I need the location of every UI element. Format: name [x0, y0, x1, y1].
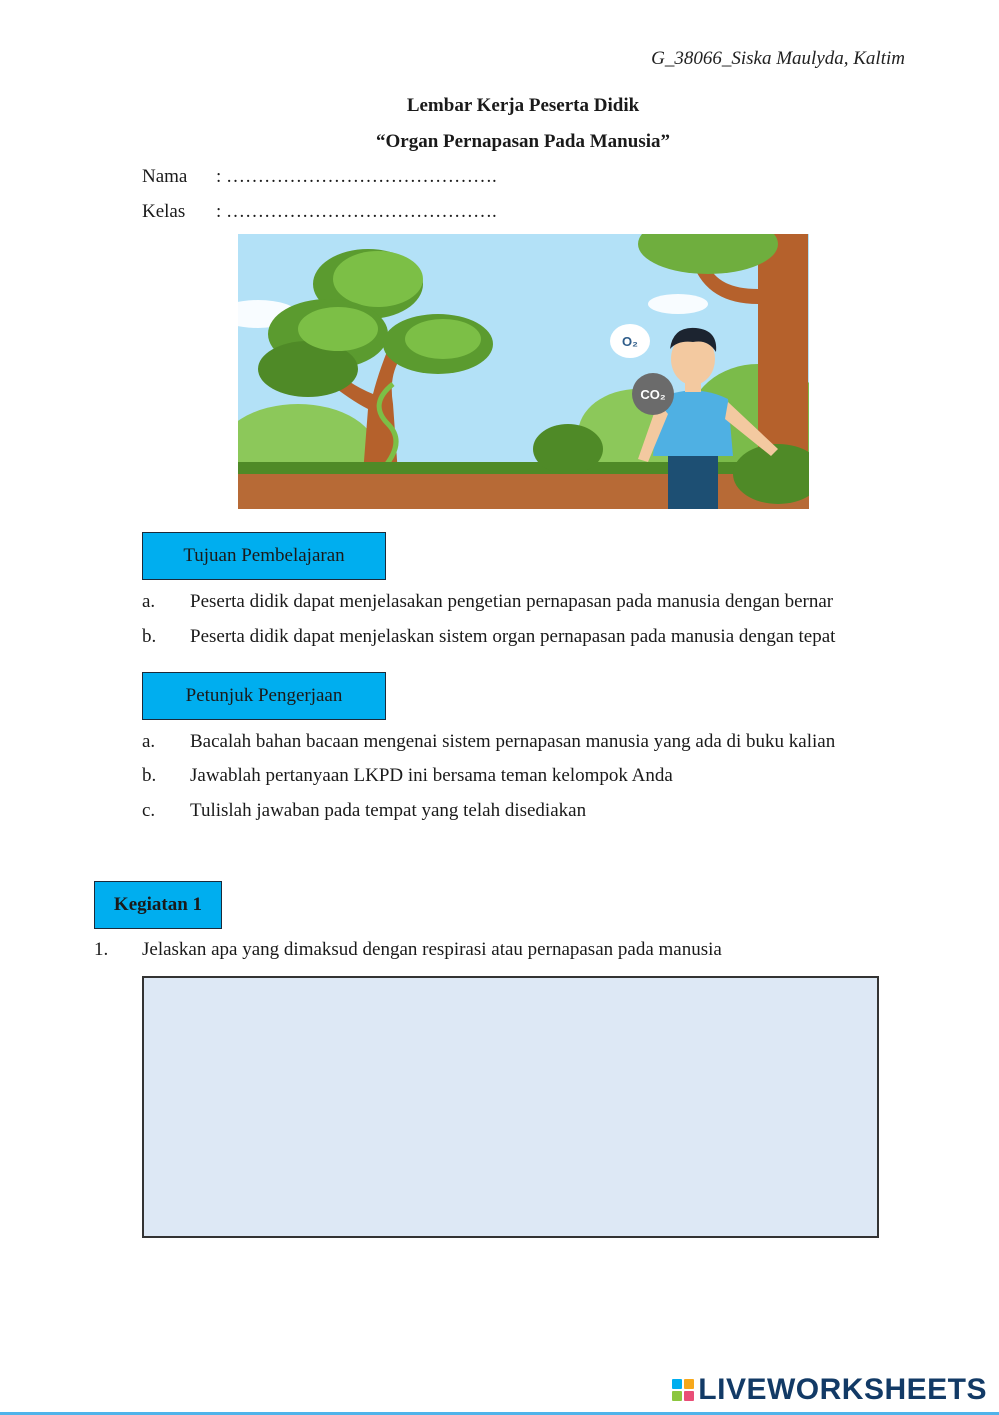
- tujuan-item-marker: a.: [142, 591, 156, 612]
- class-field: [142, 201, 497, 223]
- petunjuk-item-text: Bacalah bahan bacaan mengenai sistem pernapasan manusia yang ada di buku kalian: [190, 731, 836, 752]
- logo-grid-icon: [672, 1379, 694, 1401]
- breathing-illustration: [238, 234, 809, 509]
- brand-text: LIVEWORKSHEETS: [698, 1373, 987, 1406]
- liveworksheets-logo: [672, 1373, 987, 1407]
- tujuan-item-text: Peserta didik dapat menjelaskan sistem organ pernapasan pada manusia dengan tepat: [190, 626, 836, 647]
- co2-label: CO₂: [640, 387, 666, 402]
- name-field: [142, 166, 497, 188]
- petunjuk-item: [142, 765, 882, 789]
- o2-label: O₂: [622, 334, 638, 349]
- petunjuk-item-text: Tulislah jawaban pada tempat yang telah disediakan: [190, 800, 587, 821]
- page-title: Lembar Kerja Peserta Didik: [406, 95, 640, 116]
- petunjuk-item-marker: c.: [142, 800, 156, 821]
- tujuan-item-text: Peserta didik dapat menjelasakan pengetian pernapasan pada manusia dengan bernar: [190, 591, 834, 612]
- question-1: [94, 939, 874, 963]
- class-label: Kelas: [142, 201, 186, 222]
- question-text: Jelaskan apa yang dimaksud dengan respirasi atau pernapasan pada manusia: [142, 939, 722, 960]
- kegiatan-heading: Kegiatan 1: [94, 881, 222, 929]
- petunjuk-item: [142, 800, 882, 824]
- question-number: 1.: [94, 939, 109, 960]
- petunjuk-item-text: Jawablah pertanyaan LKPD ini bersama teman kelompok Anda: [190, 765, 673, 786]
- petunjuk-item: [142, 731, 882, 755]
- tujuan-heading: Tujuan Pembelajaran: [142, 532, 386, 580]
- answer-box[interactable]: [142, 976, 879, 1238]
- tujuan-item: [142, 626, 882, 650]
- petunjuk-item-marker: b.: [142, 765, 157, 786]
- petunjuk-heading: Petunjuk Pengerjaan: [142, 672, 386, 720]
- name-label: Nama: [142, 166, 188, 187]
- tujuan-item-marker: b.: [142, 626, 157, 647]
- name-blank: : …………………………………….: [216, 166, 497, 187]
- tujuan-item: [142, 591, 882, 615]
- petunjuk-item-marker: a.: [142, 731, 156, 752]
- author-credit: G_38066_Siska Maulyda, Kaltim: [651, 48, 905, 69]
- page-subtitle: “Organ Pernapasan Pada Manusia”: [375, 131, 670, 152]
- class-blank: : …………………………………….: [216, 201, 497, 222]
